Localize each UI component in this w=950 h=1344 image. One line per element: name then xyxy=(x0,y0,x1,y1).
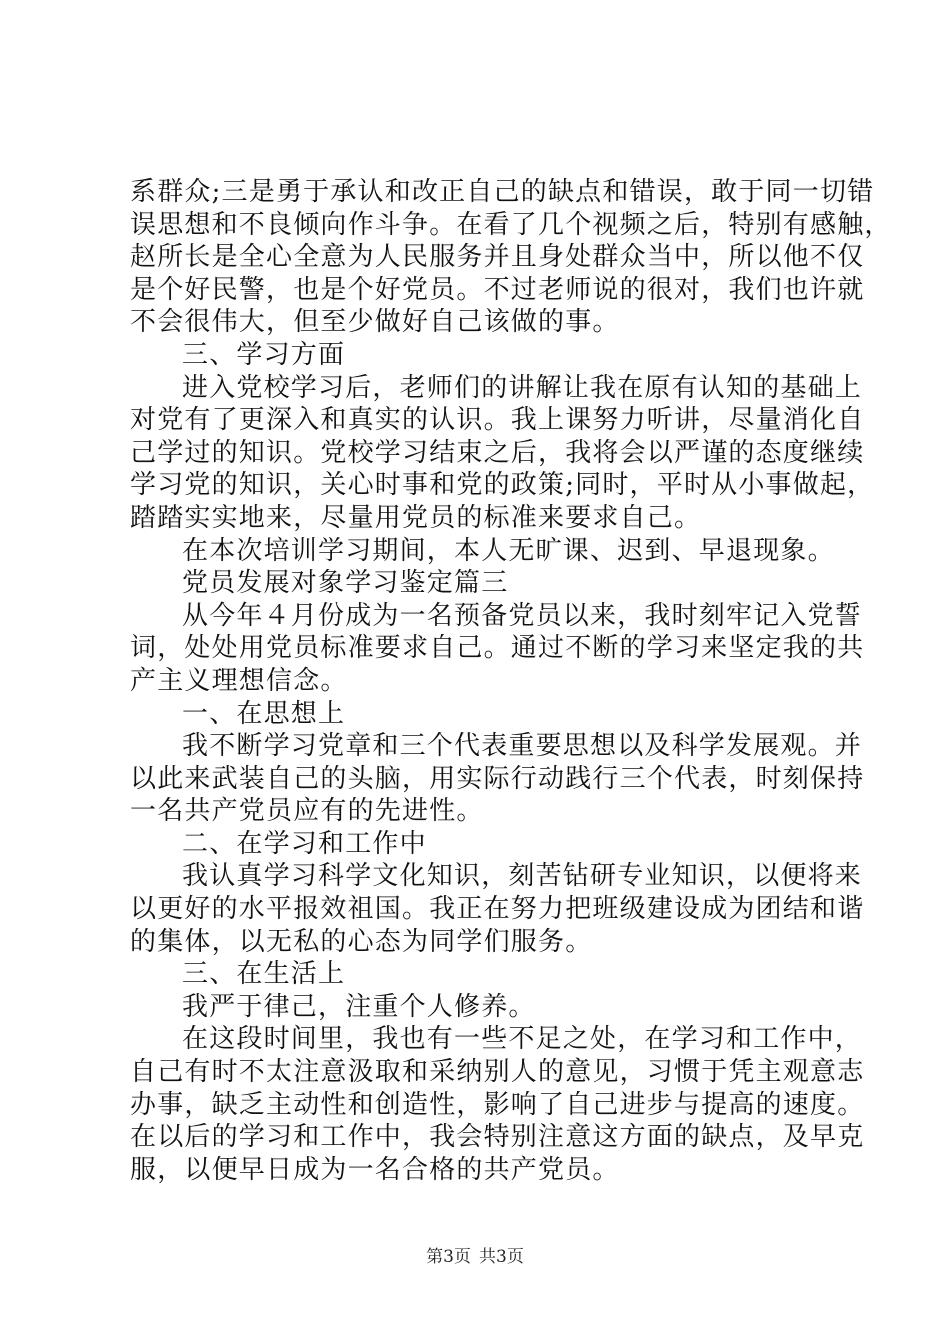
text-line: 踏踏实实地来，尽量用党员的标准来要求自己。 xyxy=(130,502,702,533)
text-line: 产主义理想信念。 xyxy=(130,665,348,696)
text-line: 不会很伟大，但至少做好自己该做的事。 xyxy=(130,307,620,338)
page-footer xyxy=(0,1246,950,1268)
page-number-current: 第3页 xyxy=(426,1247,471,1267)
section-heading: 二、在学习和工作中 xyxy=(182,828,427,859)
text-line: 自己有时不太注意汲取和采纳别人的意见，习惯于凭主观意志 xyxy=(130,1057,865,1088)
text-line: 办事，缺乏主动性和创造性，影响了自己进步与提高的速度。 xyxy=(130,1089,865,1120)
text-line: 进入党校学习后，老师们的讲解让我在原有认知的基础上 xyxy=(182,372,863,403)
text-line: 误思想和不良倾向作斗争。在看了几个视频之后，特别有感触， xyxy=(130,209,892,240)
text-line: 在以后的学习和工作中，我会特别注意这方面的缺点，及早克 xyxy=(130,1122,865,1153)
text-line: 是个好民警，也是个好党员。不过老师说的很对，我们也许就 xyxy=(130,274,865,305)
text-line: 学习党的知识，关心时事和党的政策;同时，平时从小事做起， xyxy=(130,470,875,501)
page-number-total: 共3页 xyxy=(479,1247,524,1267)
text-line: 我不断学习党章和三个代表重要思想以及科学发展观。并 xyxy=(182,731,863,762)
document-body xyxy=(130,176,892,1186)
text-line: 一名共产党员应有的先进性。 xyxy=(130,796,484,827)
text-line: 词，处处用党员标准要求自己。通过不断的学习来坚定我的共 xyxy=(130,633,865,664)
section-heading: 一、在思想上 xyxy=(182,698,346,729)
text-line: 以此来武装自己的头脑，用实际行动践行三个代表，时刻保持 xyxy=(130,763,865,794)
text-line: 服，以便早日成为一名合格的共产党员。 xyxy=(130,1154,620,1185)
text-line: 在这段时间里，我也有一些不足之处，在学习和工作中， xyxy=(182,1024,863,1055)
text-line: 在本次培训学习期间，本人无旷课、迟到、早退现象。 xyxy=(182,535,835,566)
text-line: 对党有了更深入和真实的认识。我上课努力听讲，尽量消化自 xyxy=(130,405,865,436)
text-line: 赵所长是全心全意为人民服务并且身处群众当中，所以他不仅 xyxy=(130,242,865,273)
text-line: 从今年４月份成为一名预备党员以来，我时刻牢记入党誓 xyxy=(182,600,863,631)
section-heading: 三、在生活上 xyxy=(182,959,346,990)
text-line: 我严于律己，注重个人修养。 xyxy=(182,991,536,1022)
text-line: 系群众;三是勇于承认和改正自己的缺点和错误，敢于同一切错 xyxy=(130,177,875,207)
text-line: 以更好的水平报效祖国。我正在努力把班级建设成为团结和谐 xyxy=(130,894,865,925)
text-line: 我认真学习科学文化知识，刻苦钻研专业知识，以便将来 xyxy=(182,861,863,892)
text-line: 的集体，以无私的心态为同学们服务。 xyxy=(130,926,593,957)
text-line: 己学过的知识。党校学习结束之后，我将会以严谨的态度继续 xyxy=(130,437,865,468)
article-title: 党员发展对象学习鉴定篇三 xyxy=(182,568,509,599)
section-heading: 三、学习方面 xyxy=(182,339,346,370)
